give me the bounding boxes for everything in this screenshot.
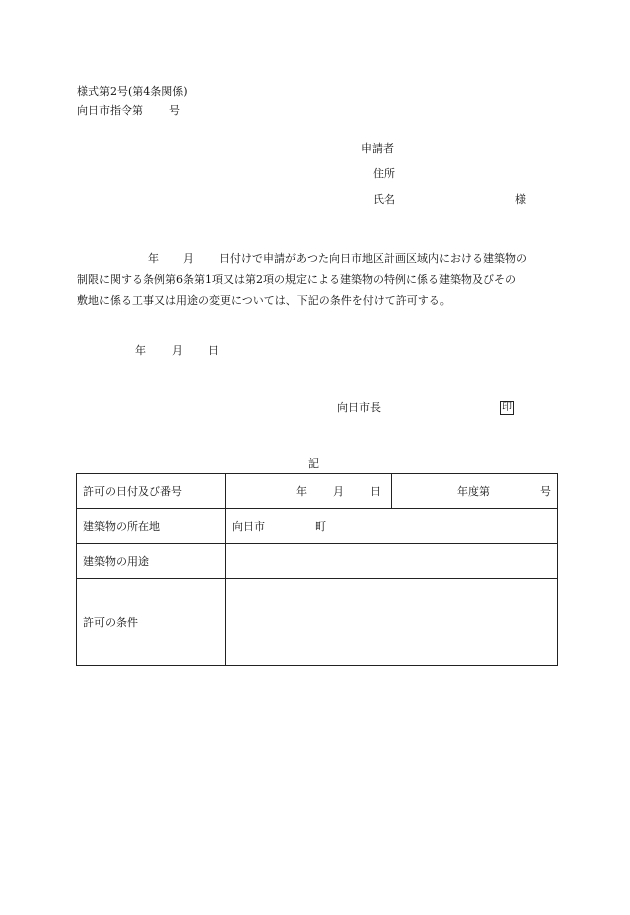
designation-line bbox=[77, 104, 180, 118]
permission-text-line-3: 敷地に係る工事又は用途の変更については、下記の条件を付けて許可する。 bbox=[77, 294, 451, 307]
permit-year: 年 bbox=[296, 485, 307, 498]
permit-month: 月 bbox=[333, 485, 344, 498]
permission-text-line-1 bbox=[77, 248, 557, 269]
notes-heading: 記 bbox=[308, 457, 319, 470]
permit-number-cell bbox=[392, 474, 558, 509]
table-row bbox=[77, 474, 558, 509]
date-month: 月 bbox=[172, 344, 183, 357]
form-number: 様式第2号(第4条関係) bbox=[77, 85, 188, 98]
location-town: 町 bbox=[315, 520, 326, 533]
table-row bbox=[77, 544, 558, 579]
permit-number-suffix: 号 bbox=[540, 485, 551, 498]
location-city: 向日市 bbox=[232, 520, 265, 533]
building-use-label: 建築物の用途 bbox=[77, 544, 226, 579]
table-row bbox=[77, 509, 558, 544]
date-day: 日 bbox=[208, 344, 219, 357]
mayor-title: 向日市長 bbox=[337, 401, 381, 414]
building-location-label: 建築物の所在地 bbox=[77, 509, 226, 544]
designation-suffix: 号 bbox=[169, 104, 180, 117]
honorific: 様 bbox=[515, 193, 526, 206]
permission-text bbox=[77, 248, 557, 311]
designation-prefix: 向日市指令第 bbox=[77, 104, 143, 117]
permit-date-number-label: 許可の日付及び番号 bbox=[77, 474, 226, 509]
body-month: 月 bbox=[183, 252, 194, 265]
permit-day: 日 bbox=[370, 485, 381, 498]
permission-text-line-2: 制限に関する条例第6条第1項又は第2項の規定による建築物の特例に係る建築物及びその bbox=[77, 273, 516, 286]
applicant-label: 申請者 bbox=[361, 142, 394, 155]
permit-conditions-label: 許可の条件 bbox=[77, 579, 226, 666]
permit-details-table bbox=[76, 473, 558, 666]
building-location-value bbox=[226, 509, 558, 544]
building-use-value bbox=[226, 544, 558, 579]
permit-conditions-value bbox=[226, 579, 558, 666]
seal-mark: 印 bbox=[502, 402, 512, 413]
address-label: 住所 bbox=[373, 167, 395, 180]
date-year: 年 bbox=[135, 344, 146, 357]
table-row bbox=[77, 579, 558, 666]
permit-fiscal-year: 年度第 bbox=[457, 485, 490, 498]
name-label: 氏名 bbox=[373, 193, 395, 206]
permit-date-cell bbox=[226, 474, 392, 509]
body-line1-rest: 日付けで申請があつた向日市地区計画区域内における建築物の bbox=[219, 252, 527, 265]
body-year: 年 bbox=[148, 252, 159, 265]
